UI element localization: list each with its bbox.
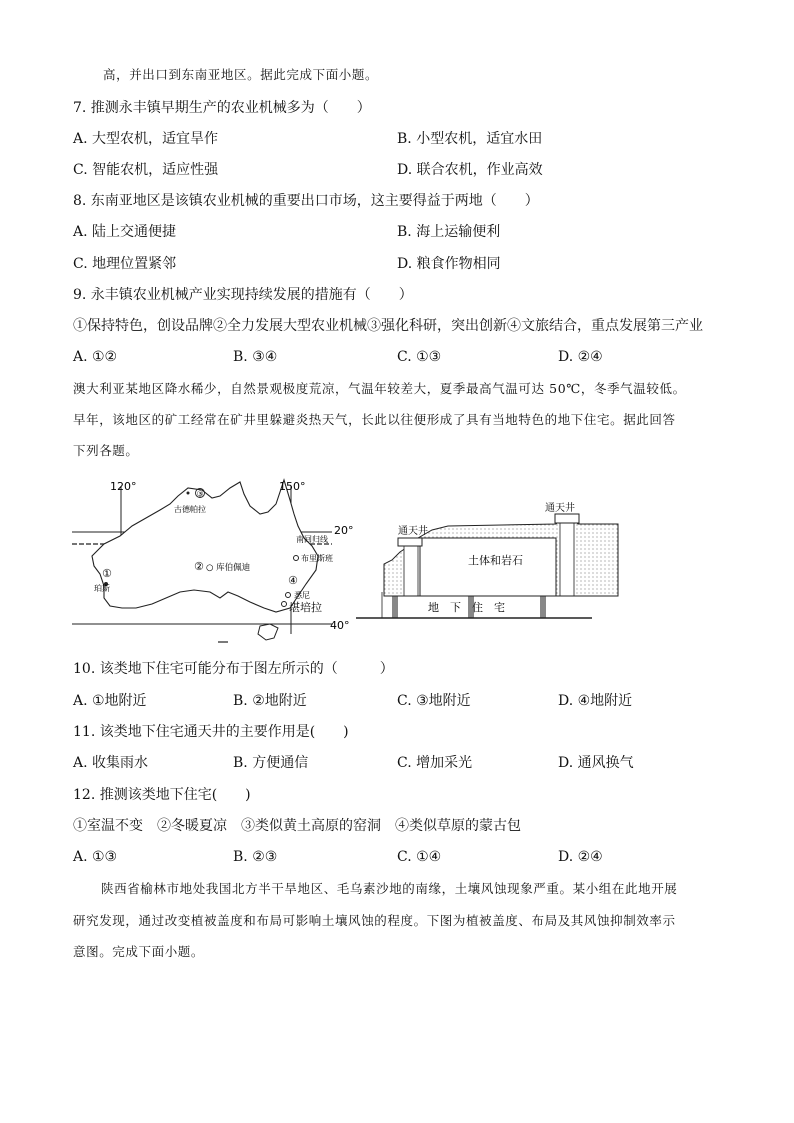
- sydney-label: 悉尼: [294, 591, 310, 600]
- q8-option-a[interactable]: A. 陆上交通便捷: [73, 224, 177, 240]
- q7-option-b[interactable]: B. 小型农机，适宜水田: [397, 131, 543, 147]
- q12-items: ①室温不变 ②冬暖夏凉 ③类似黄土高原的窑洞 ④类似草原的蒙古包: [73, 818, 521, 834]
- passage3-line2: 研究发现，通过改变植被盖度和布局可影响土壤风蚀的程度。下图为植被盖度、布局及其风蚀抑制效率示: [73, 913, 676, 928]
- q10-option-d[interactable]: D. ④地附近: [558, 693, 633, 709]
- q12-option-c[interactable]: C. ①④: [397, 849, 442, 865]
- shaft-right-label: 通天井: [545, 503, 575, 514]
- q9-option-a[interactable]: A. ①②: [73, 349, 118, 365]
- tropic-label: 南回归线: [296, 535, 328, 544]
- q9-option-c[interactable]: C. ①③: [397, 349, 442, 365]
- q11-option-c[interactable]: C. 增加采光: [397, 755, 473, 771]
- tasmania: [258, 624, 278, 640]
- q11-option-b[interactable]: B. 方便通信: [233, 755, 309, 771]
- australia-map: [70, 474, 360, 650]
- canberra-label: 堪培拉: [289, 601, 322, 614]
- q9-option-b[interactable]: B. ③④: [233, 349, 278, 365]
- gudepala-label: 古德帕拉: [174, 505, 206, 514]
- q12-option-d[interactable]: D. ②④: [558, 849, 603, 865]
- q8-stem: 8. 东南亚地区是该镇农业机械的重要出口市场，这主要得益于两地（ ）: [73, 193, 539, 209]
- australia-outline: [92, 480, 318, 612]
- q7-stem: 7. 推测永丰镇早期生产的农业机械多为（ ）: [73, 100, 371, 116]
- q8-option-c[interactable]: C. 地理位置紧邻: [73, 256, 177, 272]
- lat-40-label: 40°: [330, 619, 350, 632]
- q9-option-d[interactable]: D. ②④: [558, 349, 603, 365]
- q7-option-a[interactable]: A. 大型农机，适宜旱作: [73, 131, 219, 147]
- q9-stem: 9. 永丰镇农业机械产业实现持续发展的措施有（ ）: [73, 287, 413, 303]
- q10-option-a[interactable]: A. ①地附近: [73, 693, 147, 709]
- passage2-line1: 澳大利亚某地区降水稀少，自然景观极度荒凉，气温年较差大，夏季最高气温可达 50℃，冬季气温较低。: [73, 381, 686, 396]
- q7-option-d[interactable]: D. 联合农机，作业高效: [397, 162, 543, 178]
- q12-stem: 12. 推测该类地下住宅( ): [73, 787, 251, 803]
- lon-120-label: 120°: [110, 480, 137, 493]
- point-3: ③: [196, 489, 204, 499]
- underground-house-section: [356, 500, 620, 622]
- point-2: ②: [194, 560, 204, 573]
- perth-label: 珀斯: [94, 584, 110, 593]
- q11-stem: 11. 该类地下住宅通天井的主要作用是( ): [73, 724, 349, 740]
- brisbane-label: 布里斯班: [301, 554, 333, 563]
- q8-option-b[interactable]: B. 海上运输便利: [397, 224, 501, 240]
- intro-tail: 高，并出口到东南亚地区。据此完成下面小题。: [103, 67, 379, 82]
- passage2-line3: 下列各题。: [73, 443, 139, 458]
- q11-option-a[interactable]: A. 收集雨水: [73, 755, 149, 771]
- q9-items: ①保持特色，创设品牌②全力发展大型农业机械③强化科研，突出创新④文旅结合，重点发展第三产业: [73, 318, 703, 334]
- q10-option-b[interactable]: B. ②地附近: [233, 693, 307, 709]
- q12-option-a[interactable]: A. ①③: [73, 849, 118, 865]
- point-4: ④: [288, 574, 298, 587]
- q12-option-b[interactable]: B. ②③: [233, 849, 278, 865]
- q10-option-c[interactable]: C. ③地附近: [397, 693, 471, 709]
- passage3-line1: 陕西省榆林市地处我国北方半干旱地区、毛乌素沙地的南缘，土壤风蚀现象严重。某小组在此地开展: [101, 881, 678, 896]
- kubo-label: ○ 库伯佩迪: [206, 563, 251, 573]
- q10-stem: 10. 该类地下住宅可能分布于图左所示的（ ）: [73, 661, 394, 677]
- shaft-left-label: 通天井: [398, 526, 428, 537]
- q7-option-c[interactable]: C. 智能农机，适应性强: [73, 162, 219, 178]
- home-label: 地 下 住 宅: [428, 601, 505, 614]
- passage3-line3: 意图。完成下面小题。: [73, 944, 205, 959]
- q8-option-d[interactable]: D. 粮食作物相同: [397, 256, 501, 272]
- passage2-line2: 早年，该地区的矿工经常在矿井里躲避炎热天气，长此以往便形成了具有当地特色的地下住宅。据此回答: [73, 412, 676, 427]
- rock-label: 土体和岩石: [468, 554, 523, 567]
- q11-option-d[interactable]: D. 通风换气: [558, 755, 634, 771]
- lat-20-label: 20°: [334, 524, 354, 537]
- lon-150-label: 150°: [279, 480, 306, 493]
- point-1: ①: [102, 567, 112, 580]
